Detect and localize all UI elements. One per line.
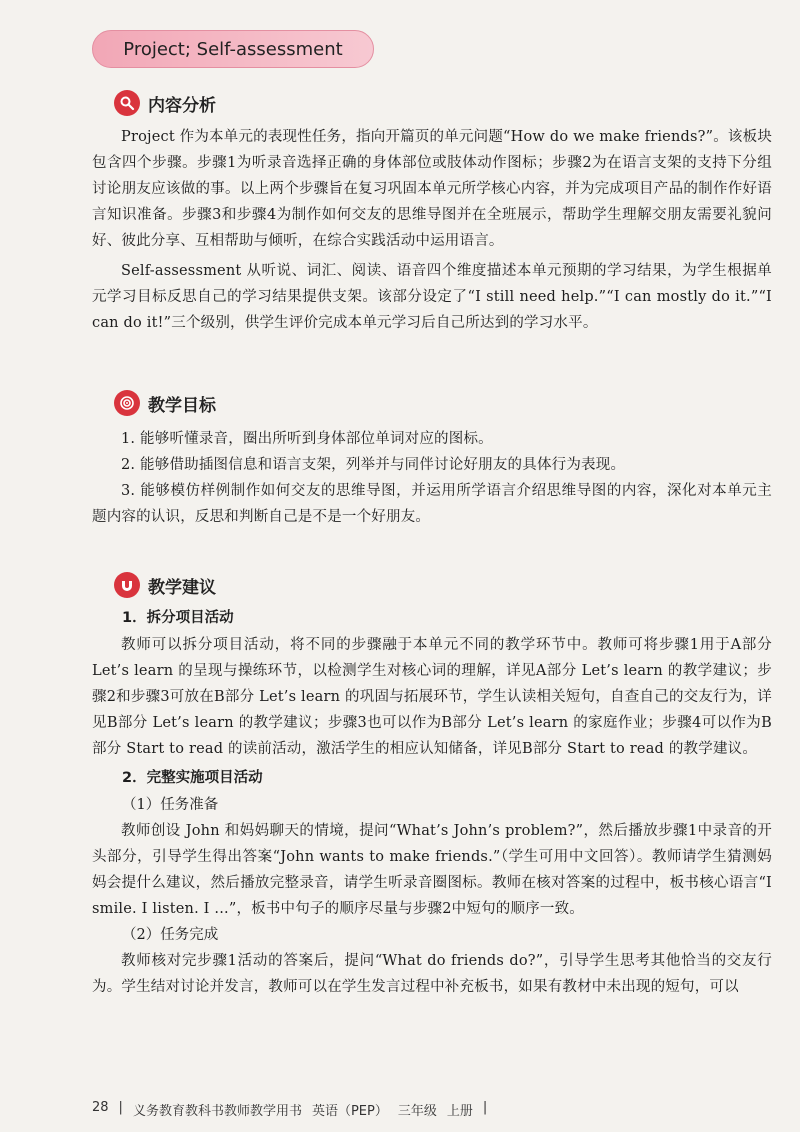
section-teaching-suggestions: [92, 570, 772, 1000]
paragraph: Project 作为本单元的表现性任务，指向开篇页的单元问题“How do we make friends?”。该板块包含四个步骤。步骤1为听录音选择正确的身体部位或肢体动作图标；步骤2为在语言支架的支持下分组讨论朋友应该做的事。以上两个步骤旨在复习巩固本单元所学核心内容，并为完成项目产品的制作作好语言知识准备。步骤3和步骤4为制作如何交友的思维导图并在全班展示，帮助学生理解交朋友需要礼貌问好、彼此分享、互相帮助与倾听，在综合实践活动中运用语言。: [92, 129, 773, 249]
section-heading: [92, 570, 772, 600]
goal-item: 2. 能够借助插图信息和语言支架，列举并与同伴讨论好朋友的具体行为表现。: [121, 457, 626, 473]
subheading: 1．拆分项目活动: [122, 610, 234, 626]
section-title: 教学建议: [148, 577, 216, 598]
magnifier-icon: [114, 90, 140, 116]
section-heading: [92, 88, 772, 118]
magnet-icon: [114, 572, 140, 598]
goal-item: 1. 能够听懂录音，圈出所听到身体部位单词对应的图标。: [121, 431, 493, 447]
section-content-analysis: [92, 88, 772, 336]
banner-title: Project; Self-assessment: [123, 38, 343, 60]
section-banner: [92, 30, 374, 68]
footer-divider: |: [118, 1100, 123, 1115]
subheading: （2）任务完成: [122, 927, 219, 943]
subheading: （1）任务准备: [122, 797, 219, 813]
footer-volume: 上册: [446, 1104, 473, 1119]
subheading: 2．完整实施项目活动: [122, 770, 263, 786]
footer-book: 义务教育教科书教师教学用书: [132, 1104, 302, 1119]
paragraph: 教师可以拆分项目活动，将不同的步骤融于本单元不同的教学环节中。教师可将步骤1用于A部分 Let’s learn 的呈现与操练环节，以检测学生对核心词的理解，详见A部分 Let’s learn 的教学建议；步骤2和步骤3可放在B部分 Let’s learn 的巩固与拓展环节，学生认读相关短句，自查自己的交友行为，详见B部分 Let’s learn 的教学建议；步骤3也可以作为B部分 Let’s learn 的家庭作业；步骤4可以作为B部分 Start to read 的读前活动，激活学生的相应认知储备，详见B部分 Start to read 的教学建议。: [92, 637, 772, 757]
section-title: 教学目标: [148, 395, 216, 416]
goal-item: 3. 能够模仿样例制作如何交友的思维导图，并运用所学语言介绍思维导图的内容，深化对本单元主题内容的认识，反思和判断自己是不是一个好朋友。: [92, 483, 772, 525]
footer-grade: 三年级: [397, 1104, 437, 1119]
paragraph: Self-assessment 从听说、词汇、阅读、语音四个维度描述本单元预期的学习结果，为学生根据单元学习目标反思自己的学习结果提供支架。该部分设定了“I still need help.”“I can mostly do it.”“I can do it!”三个级别，供学生评价完成本单元学习后自己所达到的学习水平。: [92, 263, 772, 331]
paragraph: 教师创设 John 和妈妈聊天的情境，提问“What’s John’s problem?”，然后播放步骤1中录音的开头部分，引导学生得出答案“John wants to make friends.”（学生可用中文回答）。教师请学生猜测妈妈会提什么建议，然后播放完整录音，请学生听录音圈图标。教师在核对答案的过程中，板书核心语言“I smile. I listen. I ...”，板书中句子的顺序尽量与步骤2中短句的顺序一致。: [92, 823, 772, 917]
footer-subject: 英语（PEP）: [311, 1104, 388, 1119]
section-title: 内容分析: [148, 95, 216, 116]
section-teaching-goals: [92, 388, 772, 530]
page-number: 28: [92, 1100, 109, 1115]
paragraph: 教师核对完步骤1活动的答案后，提问“What do friends do?”，引导学生思考其他恰当的交友行为。学生结对讨论并发言，教师可以在学生发言过程中补充板书，如果有教材中未出现的短句，可以: [92, 953, 772, 995]
footer-divider: |: [482, 1100, 488, 1115]
section-heading: [92, 388, 772, 418]
target-icon: [114, 390, 140, 416]
page-footer: [92, 1100, 487, 1119]
